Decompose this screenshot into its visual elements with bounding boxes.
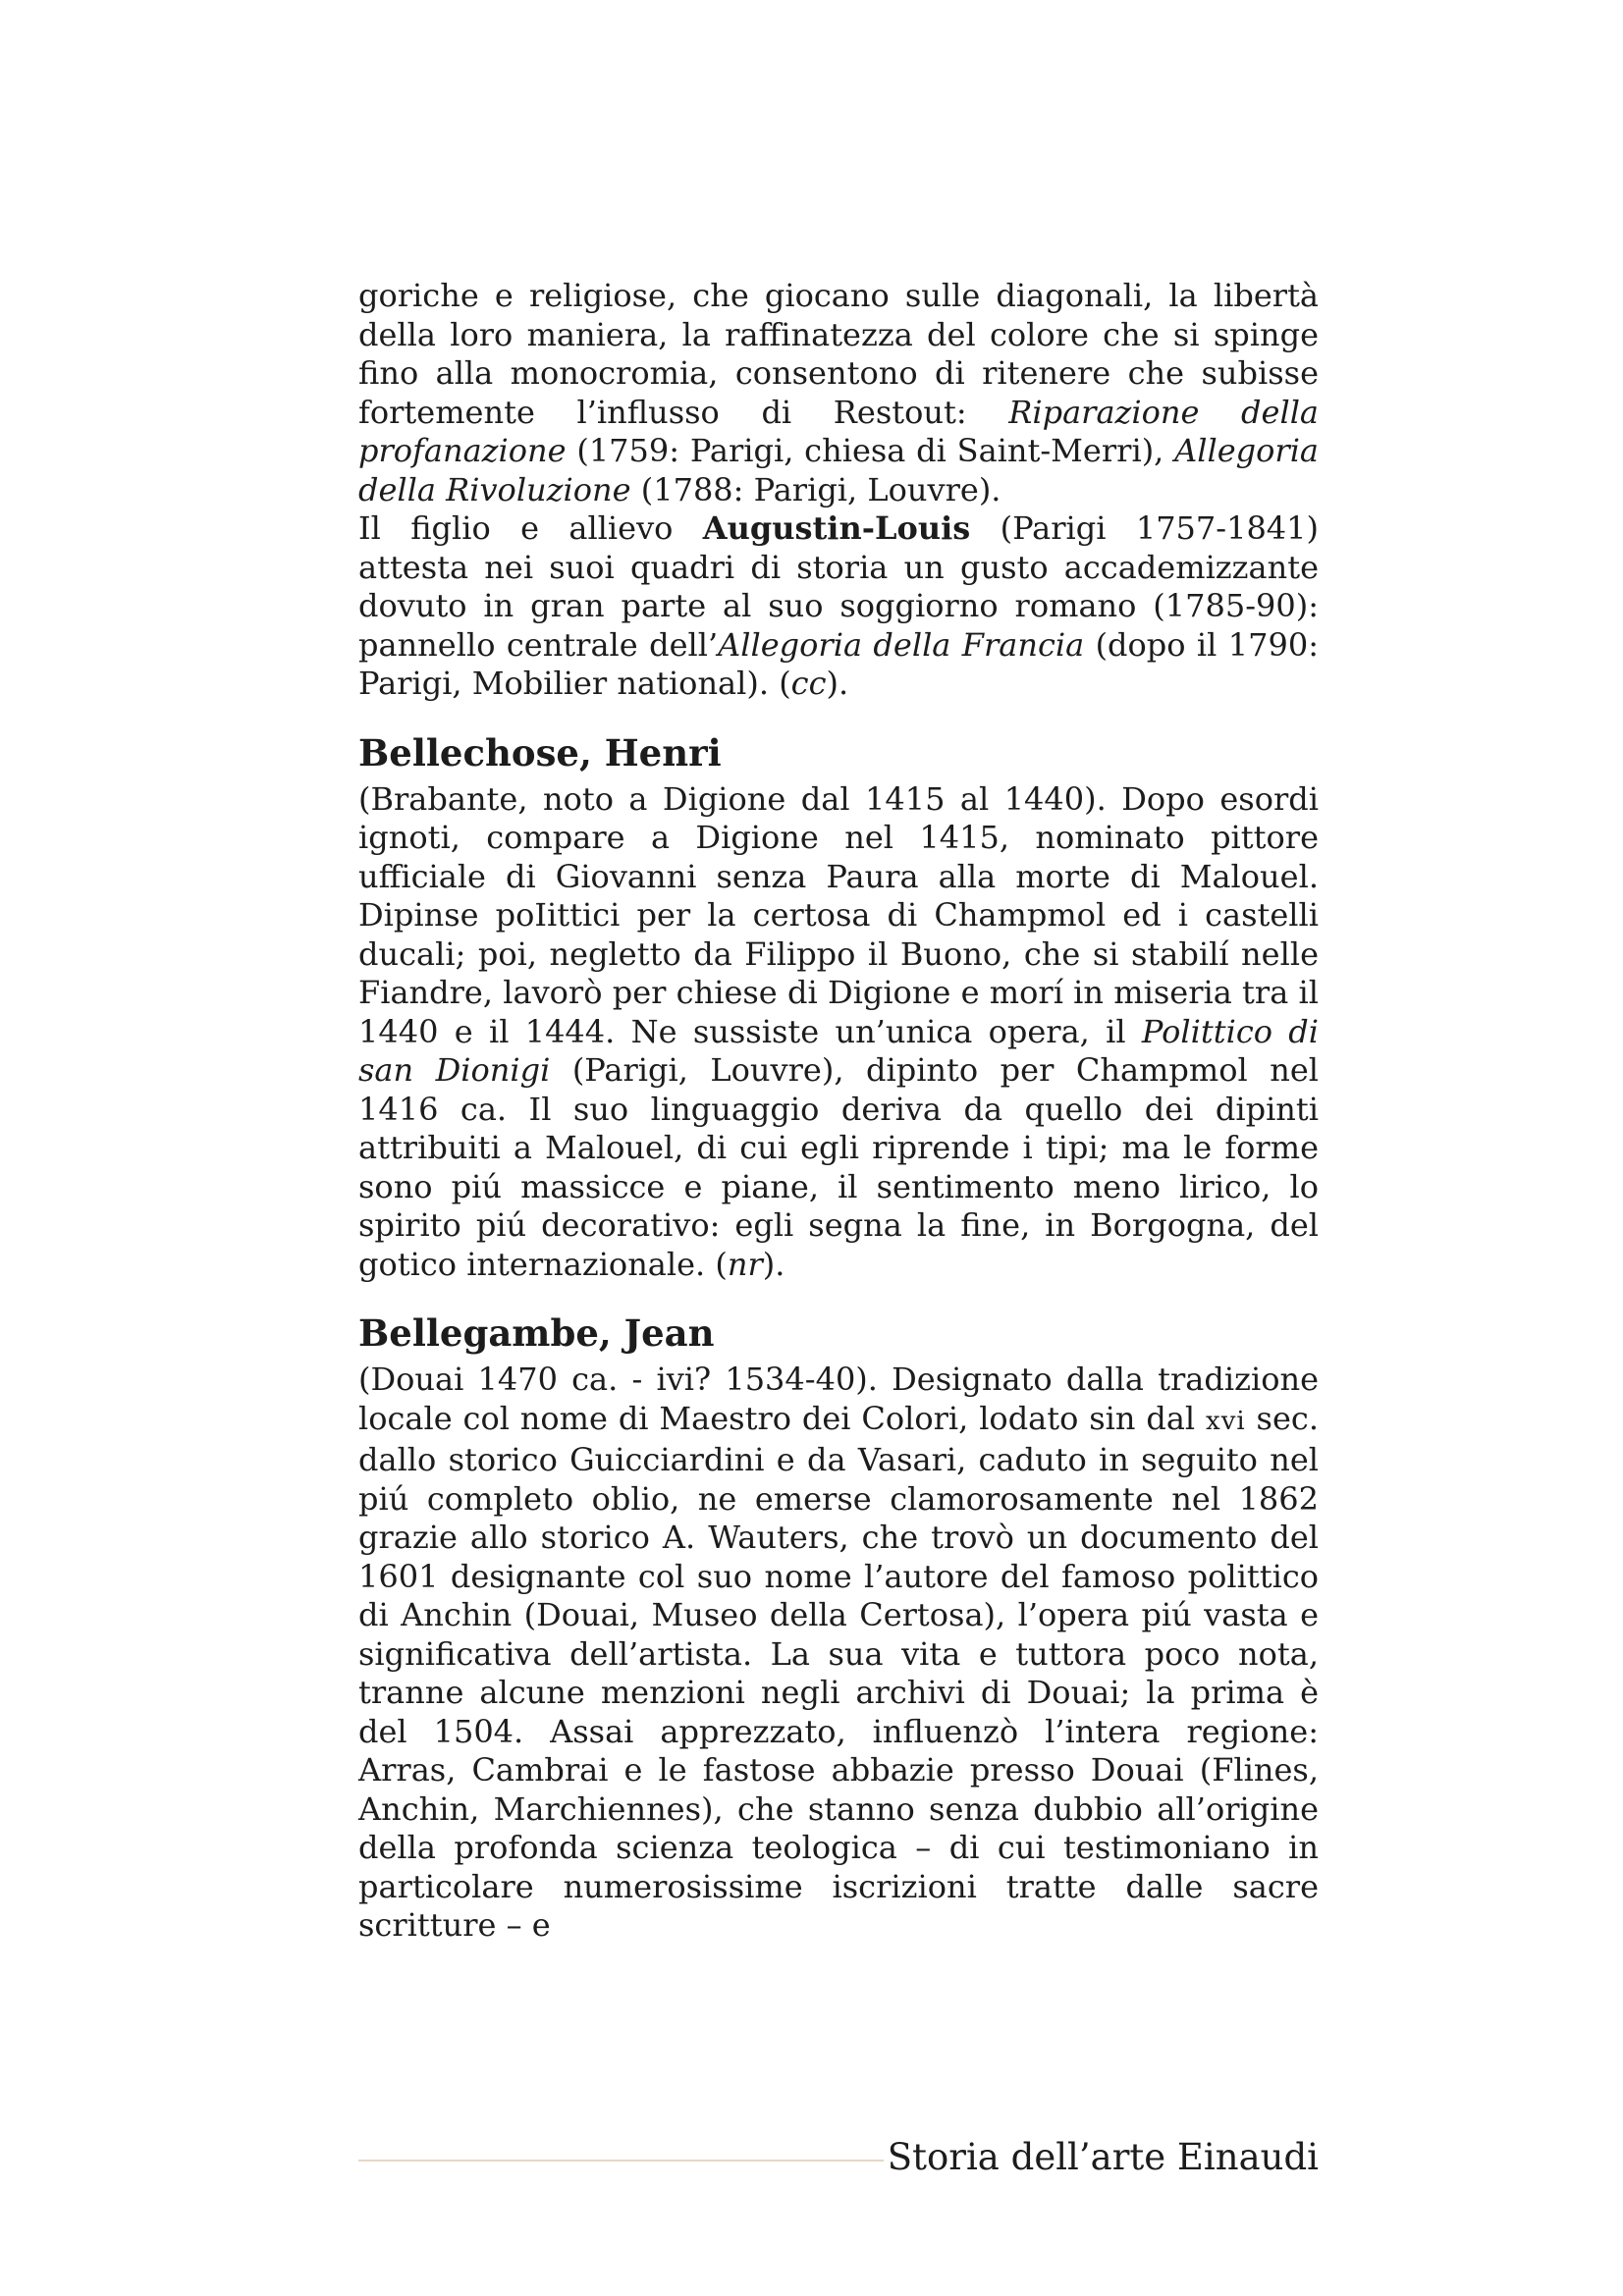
italic-text: Allegoria della Rivoluzione bbox=[358, 432, 1319, 508]
text-run: xvi bbox=[1206, 1406, 1246, 1436]
entry-title: Bellegambe, Jean bbox=[358, 1311, 715, 1355]
text-run: Il figlio e allievo bbox=[358, 509, 703, 547]
text-run: (1759: Parigi, chiesa di Saint-Merri), bbox=[566, 432, 1175, 469]
footer-rule bbox=[358, 2160, 884, 2162]
text-run: goriche e religiose, che giocano sulle diagonali, la libertà della loro maniera, la raffinatezza del colore che si spinge fino alla monocromia, consentono di ritenere che subisse fortemente l’influsso di Restout: bbox=[358, 277, 1319, 431]
italic-text: Allegoria della Francia bbox=[718, 625, 1085, 664]
italic-text: Riparazione della profanazione bbox=[358, 393, 1320, 469]
text-run: (Brabante, noto a Digione dal 1415 al 1440). Dopo esordi ignoti, compare a Digione nel 1415, nominato pittore ufficiale di Giovanni senza Paura alla morte di Malouel. Dipinse poIittici per la certosa di Champmol ed i castelli ducali; poi, negletto da Filippo il Buono, che si stabilí nelle Fiandre, lavorò per chiese di Digione e morí in miseria tra il 1440 e il 1444. Ne sussiste un’unica opera, il bbox=[358, 779, 1319, 1050]
italic-text: Polittico di san Dionigi bbox=[358, 1012, 1320, 1089]
text-run: ). bbox=[826, 665, 849, 702]
body-paragraph bbox=[358, 780, 1319, 1285]
italic-text: nr bbox=[727, 1245, 763, 1283]
bold-text: Augustin-Louis bbox=[702, 509, 971, 547]
text-run: (Douai 1470 ca. - ivi? 1534-40). Designato dalla tradizione locale col nome di Maestro dei Colori, lodato sin dal bbox=[358, 1361, 1319, 1437]
entry-title: Bellechose, Henri bbox=[358, 730, 722, 774]
text-run: (Parigi, Louvre), dipinto per Champmol nel 1416 ca. Il suo linguaggio deriva da quello dei dipinti attribuiti a Malouel, di cui egli riprende i tipi; ma le forme sono piú massicce e piane, il sentimento meno lirico, lo spirito piú decorativo: egli segna la fine, in Borgogna, del gotico internazionale. ( bbox=[358, 1051, 1320, 1283]
text-run: (1788: Parigi, Louvre). bbox=[630, 470, 1001, 508]
footer-publisher: Storia dell’arte Einaudi bbox=[887, 2136, 1319, 2178]
body-paragraph bbox=[358, 277, 1319, 509]
text-run: (dopo il 1790: Parigi, Mobilier national). ( bbox=[358, 625, 1320, 702]
italic-text: cc bbox=[790, 665, 827, 702]
body-paragraph bbox=[358, 1361, 1319, 1946]
text-run: ). bbox=[762, 1245, 785, 1283]
text-run: (Parigi 1757-1841) attesta nei suoi quadri di storia un gusto accademizzante dovuto in gran parte al suo soggiorno romano (1785-90): pannello centrale dell’ bbox=[358, 509, 1319, 664]
body-paragraph bbox=[358, 509, 1319, 704]
text-run: sec. dallo storico Guicciardini e da Vasari, caduto in seguito nel piú completo oblio, ne emerse clamorosamente nel 1862 grazie allo storico A. Wauters, che trovò un documento del 1601 designante col suo nome l’autore del famoso polittico di Anchin (Douai, Museo della Certosa), l’opera piú vasta e significativa dell’artista. La sua vita e tuttora poco nota, tranne alcune menzioni negli archivi di Douai; la prima è del 1504. Assai apprezzato, influenzò l’intera regione: Arras, Cambrai e le fastose abbazie presso Douai (Flines, Anchin, Marchiennes), che stanno senza dubbio all’origine della profonda scienza teologica – di cui testimoniano in particolare numerosissime iscrizioni tratte dalle sacre scritture – e bbox=[358, 1399, 1320, 1944]
document-body bbox=[358, 277, 1319, 1946]
